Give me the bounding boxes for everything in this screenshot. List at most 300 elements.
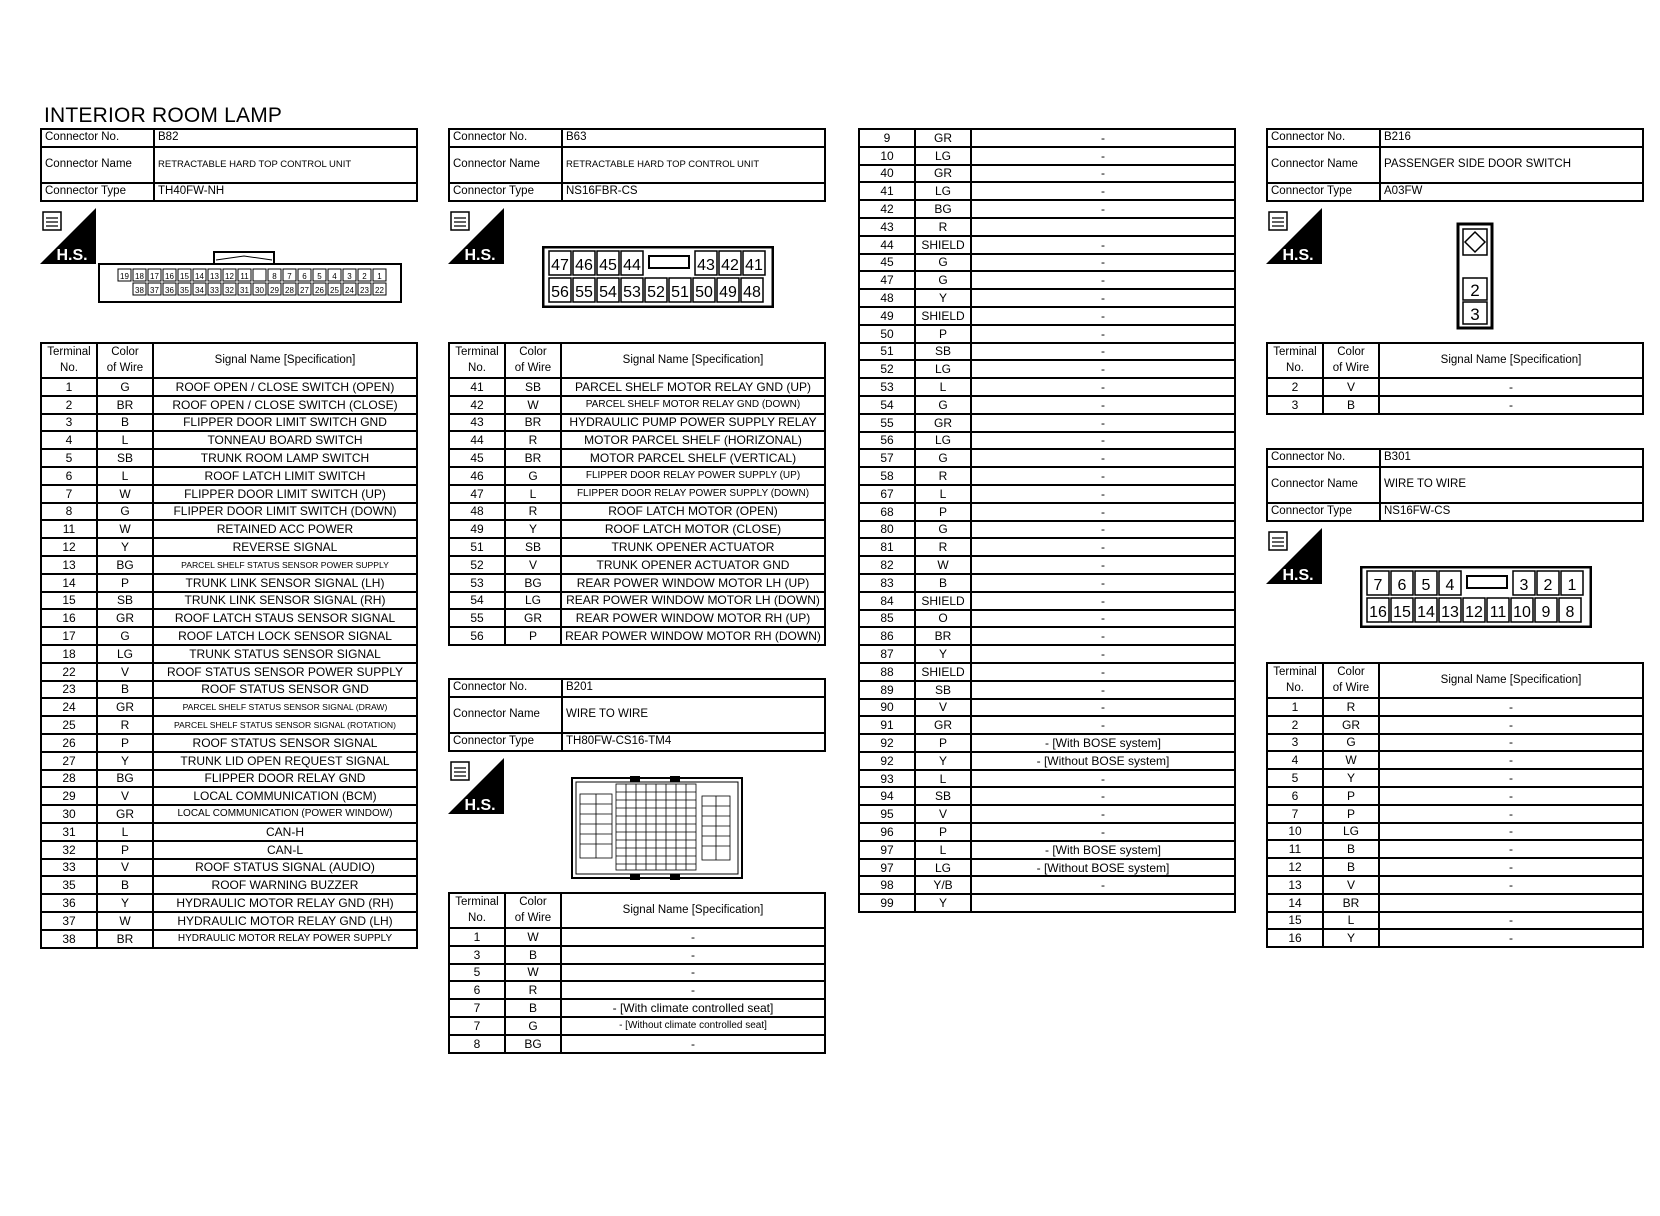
signal-name-cell: - [Without BOSE system] [971,752,1235,770]
connector-name-value: RETRACTABLE HARD TOP CONTROL UNIT [562,147,825,183]
terminal-no-cell: 45 [449,449,505,467]
table-row [41,556,417,574]
header-color: Color of Wire [505,343,561,378]
wire-color-cell: SB [505,538,561,556]
wire-color-cell: GR [915,716,971,734]
pin-label: 52 [647,284,665,301]
terminal-no-cell: 28 [41,770,97,788]
terminal-no-cell: 5 [449,964,505,982]
terminal-no-cell: 47 [449,485,505,503]
terminal-no-cell: 80 [859,521,915,539]
terminal-no-cell: 15 [41,592,97,610]
terminal-no-cell: 1 [1267,698,1323,716]
table-row [41,574,417,592]
table-row [859,414,1235,432]
wire-color-cell: B [97,681,153,699]
signal-name-cell: - [971,521,1235,539]
table-row [1267,805,1643,823]
wire-color-cell: R [505,503,561,521]
label-connector-type: Connector Type [1267,503,1380,521]
wire-color-cell: R [505,431,561,449]
signal-name-cell: LOCAL COMMUNICATION (BCM) [153,787,417,805]
terminal-no-cell: 41 [449,378,505,396]
table-row [449,928,825,946]
wire-color-cell: G [505,1017,561,1035]
table-row [859,734,1235,752]
connector-type-value: A03FW [1380,183,1643,201]
label-connector-type: Connector Type [1267,183,1380,201]
wire-color-cell: LG [915,859,971,877]
terminal-no-cell: 47 [859,271,915,289]
table-row [1267,823,1643,841]
wire-color-cell: P [97,574,153,592]
connector-face-b201 [570,774,744,887]
table-row [1267,876,1643,894]
signal-name-cell: - [971,289,1235,307]
wire-color-cell: P [505,627,561,645]
table-row [859,574,1235,592]
wire-color-cell: L [1323,912,1379,930]
table-row [859,876,1235,894]
terminal-no-cell: 53 [449,574,505,592]
connector-b63 [448,128,826,202]
terminal-no-cell: 7 [449,999,505,1017]
signal-name-cell: - [With BOSE system] [971,841,1235,859]
terminal-no-cell: 51 [859,343,915,361]
terminal-no-cell: 53 [859,378,915,396]
wire-color-cell: W [1323,751,1379,769]
signal-name-cell: - [971,343,1235,361]
wire-color-cell: P [915,503,971,521]
terminal-no-cell: 9 [859,129,915,147]
table-row [41,876,417,894]
label-connector-name: Connector Name [41,147,154,183]
wire-color-cell: B [97,414,153,432]
signal-name-cell [971,894,1235,912]
terminal-no-cell: 91 [859,716,915,734]
connector-latch [1467,576,1507,588]
signal-name-cell: MOTOR PARCEL SHELF (VERTICAL) [561,449,825,467]
signal-name-cell: - [971,556,1235,574]
wire-color-cell: V [915,699,971,717]
signal-name-cell: ROOF LATCH MOTOR (OPEN) [561,503,825,521]
pin-label: 45 [599,257,617,274]
pin-label: 14 [1417,604,1435,621]
terminal-no-cell: 13 [1267,876,1323,894]
signal-name-cell: - [1379,805,1643,823]
signal-name-cell: - [971,716,1235,734]
table-row [41,378,417,396]
signal-name-cell [971,218,1235,236]
terminal-no-cell: 56 [449,627,505,645]
signal-name-cell: - [1379,840,1643,858]
terminal-no-cell: 8 [449,1035,505,1053]
terminal-no-cell: 45 [859,254,915,272]
pin-label: 43 [697,257,715,274]
terminal-no-cell: 68 [859,503,915,521]
connector-info-b63 [448,128,826,202]
signal-name-cell: PARCEL SHELF STATUS SENSOR POWER SUPPLY [153,556,417,574]
table-row [1267,716,1643,734]
signal-name-cell: - [971,787,1235,805]
terminal-no-cell: 37 [41,912,97,930]
table-row [41,805,417,823]
signal-name-cell: - [561,928,825,946]
label-connector-type: Connector Type [449,183,562,201]
terminal-no-cell: 85 [859,610,915,628]
terminal-no-cell: 3 [1267,734,1323,752]
wire-color-cell: Y [505,520,561,538]
wire-color-cell: GR [915,129,971,147]
table-row [1267,912,1643,930]
terminal-no-cell: 11 [1267,840,1323,858]
terminal-no-cell: 40 [859,165,915,183]
pin-label: 15 [1393,604,1411,621]
hs-icon [448,758,504,814]
table-row [1267,734,1643,752]
pin-label: 2 [1543,577,1553,594]
terminal-no-cell: 99 [859,894,915,912]
signal-name-cell: FLIPPER DOOR RELAY POWER SUPPLY (UP) [561,467,825,485]
signal-name-cell: - [971,449,1235,467]
connector-type-value: NS16FW-CS [1380,503,1643,521]
hs-label: H.S. [464,797,496,814]
pin-label: 51 [671,284,689,301]
table-row [859,396,1235,414]
terminal-no-cell: 2 [1267,378,1323,396]
wire-color-cell: W [97,520,153,538]
pin-label: 32 [225,286,234,295]
signal-name-cell: TRUNK LID OPEN REQUEST SIGNAL [153,752,417,770]
hs-label: H.S. [1282,247,1314,264]
pin-label: 5 [317,272,322,281]
table-row [859,859,1235,877]
pin-label: 12 [225,272,234,281]
connector-name-value: RETRACTABLE HARD TOP CONTROL UNIT [154,147,417,183]
signal-name-cell: PARCEL SHELF MOTOR RELAY GND (DOWN) [561,396,825,414]
signal-name-cell: ROOF WARNING BUZZER [153,876,417,894]
table-row [449,999,825,1017]
terminal-no-cell: 11 [41,520,97,538]
table-row [449,1035,825,1053]
pin-label: 53 [623,284,641,301]
pin-label: 46 [575,257,593,274]
signal-name-cell: - [971,129,1235,147]
terminal-no-cell: 8 [41,503,97,521]
signal-name-cell: ROOF OPEN / CLOSE SWITCH (CLOSE) [153,396,417,414]
wire-color-cell: R [915,218,971,236]
table-row [859,343,1235,361]
terminal-no-cell: 16 [1267,929,1323,947]
signal-name-cell: - [971,378,1235,396]
terminal-table-b201-continued [858,128,1236,913]
header-color: Color of Wire [97,343,153,378]
connector-name-value: PASSENGER SIDE DOOR SWITCH [1380,147,1643,183]
terminal-no-cell: 38 [41,930,97,948]
pin-label: 12 [1465,604,1483,621]
signal-name-cell: FLIPPER DOOR LIMIT SWITCH GND [153,414,417,432]
table-row [859,610,1235,628]
table-row [859,236,1235,254]
table-row [449,449,825,467]
wire-color-cell: Y [915,289,971,307]
wire-color-cell: R [505,981,561,999]
signal-name-cell: HYDRAULIC PUMP POWER SUPPLY RELAY [561,414,825,432]
label-connector-no: Connector No. [41,129,154,147]
terminal-no-cell: 12 [41,538,97,556]
pin-label: 41 [745,257,763,274]
pin-label: 44 [623,257,641,274]
wire-color-cell: G [97,503,153,521]
pin-label: 2 [1470,281,1480,300]
table-row [41,592,417,610]
table-row [449,1017,825,1035]
connector-type-value: NS16FBR-CS [562,183,825,201]
terminal-no-cell: 14 [41,574,97,592]
connector-type-value: TH80FW-CS16-TM4 [562,733,825,751]
signal-name-cell: ROOF STATUS SENSOR POWER SUPPLY [153,663,417,681]
table-row [859,129,1235,147]
pin-label: 35 [180,286,189,295]
label-connector-name: Connector Name [449,697,562,733]
wire-color-cell: O [915,610,971,628]
terminal-table-b216 [1266,342,1644,415]
wire-color-cell: LG [97,645,153,663]
wire-color-cell: Y [1323,769,1379,787]
pin-label: 10 [1513,604,1531,621]
header-signal: Signal Name [Specification] [561,343,825,378]
signal-name-cell: RETAINED ACC POWER [153,520,417,538]
pin-label: 28 [285,286,294,295]
signal-name-cell: - [1379,876,1643,894]
connector-b301 [1266,448,1644,522]
terminal-no-cell: 48 [859,289,915,307]
pin-label: 8 [1565,604,1575,621]
signal-name-cell: - [Without BOSE system] [971,859,1235,877]
wire-color-cell: SB [915,787,971,805]
pin-label: 26 [315,286,324,295]
signal-name-cell: FLIPPER DOOR RELAY POWER SUPPLY (DOWN) [561,485,825,503]
wire-color-cell: P [915,325,971,343]
pin-label: 16 [1369,604,1387,621]
terminal-table-b63 [448,342,826,646]
terminal-no-cell: 14 [1267,894,1323,912]
signal-name-cell: HYDRAULIC MOTOR RELAY GND (LH) [153,912,417,930]
wire-color-cell: R [915,467,971,485]
terminal-no-cell: 50 [859,325,915,343]
hs-icon [1266,528,1322,584]
table-row [859,200,1235,218]
terminal-no-cell: 3 [449,946,505,964]
pin-label: 14 [195,272,204,281]
terminal-no-cell: 42 [859,200,915,218]
terminal-no-cell: 84 [859,592,915,610]
terminal-no-cell: 96 [859,823,915,841]
table-row [1267,858,1643,876]
connector-face-b63 [542,246,774,313]
table-row [41,414,417,432]
table-row [41,627,417,645]
terminal-no-cell: 13 [41,556,97,574]
terminal-no-cell: 6 [1267,787,1323,805]
wire-color-cell: W [97,485,153,503]
label-connector-no: Connector No. [1267,449,1380,467]
terminal-no-cell: 81 [859,538,915,556]
table-row [41,663,417,681]
wire-color-cell: L [915,485,971,503]
table-row [449,574,825,592]
table-row [859,699,1235,717]
wire-color-cell: BR [97,396,153,414]
pin-label: 1 [1567,577,1577,594]
pin-label: 23 [360,286,369,295]
connector-info-b82 [40,128,418,202]
signal-name-cell: - [971,805,1235,823]
terminal-no-cell: 26 [41,734,97,752]
table-row [449,981,825,999]
wire-color-cell: LG [915,360,971,378]
terminal-no-cell: 46 [449,467,505,485]
signal-name-cell: FLIPPER DOOR LIMIT SWITCH (DOWN) [153,503,417,521]
terminal-no-cell: 1 [41,378,97,396]
table-row [859,592,1235,610]
wire-color-cell: P [1323,805,1379,823]
wire-color-cell: GR [97,698,153,716]
pin-label: 16 [165,272,174,281]
table-row [1267,378,1643,396]
signal-name-cell [1379,894,1643,912]
table-row [859,805,1235,823]
signal-name-cell: - [971,432,1235,450]
connector-info-b301 [1266,448,1644,522]
connector-type-value: TH40FW-NH [154,183,417,201]
signal-name-cell: - [971,236,1235,254]
wire-color-cell: V [1323,876,1379,894]
wire-color-cell: G [1323,734,1379,752]
signal-name-cell: - [971,823,1235,841]
pin-label: 25 [330,286,339,295]
page-title: INTERIOR ROOM LAMP [44,104,283,127]
signal-name-cell: - [971,876,1235,894]
signal-name-cell: - [With BOSE system] [971,734,1235,752]
signal-name-cell: - [1379,378,1643,396]
wire-color-cell: P [915,734,971,752]
signal-name-cell: - [1379,751,1643,769]
pin-label: 27 [300,286,309,295]
pin-label: 3 [347,272,352,281]
wire-color-cell: BG [505,574,561,592]
table-row [449,503,825,521]
wire-color-cell: SB [915,343,971,361]
wire-color-cell: LG [915,182,971,200]
terminal-no-cell: 48 [449,503,505,521]
terminal-no-cell: 18 [41,645,97,663]
table-row [41,787,417,805]
pin-label: 18 [135,272,144,281]
wire-color-cell: BG [505,1035,561,1053]
wire-color-cell: G [915,271,971,289]
table-row [41,823,417,841]
hs-icon [40,208,96,264]
label-connector-name: Connector Name [1267,467,1380,503]
table-row [859,538,1235,556]
terminal-no-cell: 92 [859,734,915,752]
table-row [859,378,1235,396]
connector-face-b82 [98,250,402,309]
signal-name-cell: - [971,681,1235,699]
terminal-no-cell: 49 [859,307,915,325]
signal-name-cell: TONNEAU BOARD SWITCH [153,431,417,449]
table-row [1267,840,1643,858]
signal-name-cell: - [971,645,1235,663]
table-row [449,414,825,432]
pin-label: 33 [210,286,219,295]
table-row [41,859,417,877]
signal-name-cell: ROOF STATUS SENSOR SIGNAL [153,734,417,752]
terminal-no-cell: 2 [41,396,97,414]
signal-name-cell: HYDRAULIC MOTOR RELAY GND (RH) [153,894,417,912]
pin-label: 24 [345,286,354,295]
table-row [41,503,417,521]
terminal-no-cell: 31 [41,823,97,841]
connector-face-b301 [1360,566,1592,633]
table-row [859,254,1235,272]
wire-color-cell: B [505,946,561,964]
signal-name-cell: CAN-L [153,841,417,859]
terminal-no-cell: 30 [41,805,97,823]
wire-color-cell: G [915,254,971,272]
table-row [41,467,417,485]
pin-label: 36 [165,286,174,295]
label-connector-no: Connector No. [449,679,562,697]
terminal-no-cell: 7 [41,485,97,503]
terminal-no-cell: 94 [859,787,915,805]
table-row [41,609,417,627]
signal-name-cell: REAR POWER WINDOW MOTOR RH (UP) [561,609,825,627]
signal-name-cell: - [1379,734,1643,752]
terminal-no-cell: 7 [449,1017,505,1035]
label-connector-name: Connector Name [1267,147,1380,183]
wire-color-cell: SB [97,592,153,610]
wire-color-cell: B [1323,396,1379,414]
terminal-no-cell: 2 [1267,716,1323,734]
terminal-no-cell: 95 [859,805,915,823]
wire-color-cell: G [915,449,971,467]
wire-color-cell: W [505,964,561,982]
signal-name-cell: - [971,165,1235,183]
signal-name-cell: - [971,360,1235,378]
signal-name-cell: ROOF STATUS SIGNAL (AUDIO) [153,859,417,877]
signal-name-cell: FLIPPER DOOR RELAY GND [153,770,417,788]
terminal-no-cell: 97 [859,859,915,877]
terminal-no-cell: 43 [859,218,915,236]
table-row [41,681,417,699]
hs-icon [448,208,504,264]
signal-name-cell: - [1379,858,1643,876]
pin-label: 5 [1421,577,1431,594]
wire-color-cell: Y [915,645,971,663]
label-connector-name: Connector Name [449,147,562,183]
signal-name-cell: - [971,182,1235,200]
wire-color-cell: SHIELD [915,592,971,610]
wire-color-cell: BR [1323,894,1379,912]
table-row [859,307,1235,325]
terminal-no-cell: 7 [1267,805,1323,823]
table-row [859,432,1235,450]
wire-color-cell: P [97,841,153,859]
wire-color-cell: Y [915,894,971,912]
table-row [449,556,825,574]
